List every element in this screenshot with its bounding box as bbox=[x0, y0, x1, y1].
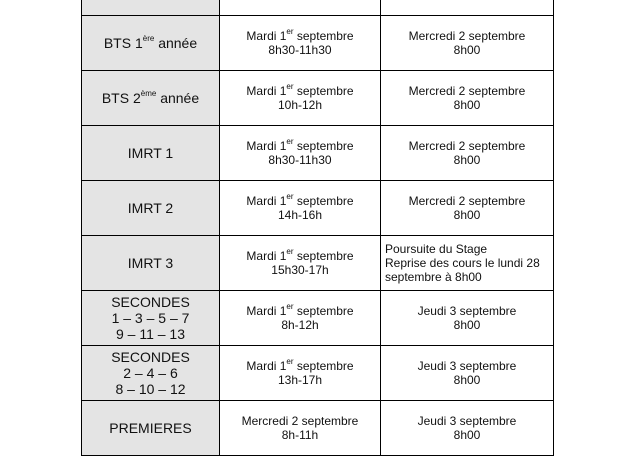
table-row-bts1 bbox=[82, 16, 554, 71]
group-label: IMRT 2 bbox=[127, 200, 174, 216]
day-label-suffix: septembre bbox=[293, 359, 354, 373]
day-label: Mercredi 2 septembre bbox=[408, 139, 526, 153]
time-label: 8h00 bbox=[453, 43, 481, 57]
class-numbers: 9 – 11 – 13 bbox=[115, 326, 186, 342]
day-label: Mercredi 2 septembre bbox=[408, 84, 526, 98]
group-cell bbox=[82, 126, 220, 181]
first-day-cell bbox=[220, 126, 381, 181]
stage-note-line: septembre à 8h00 bbox=[385, 270, 482, 284]
group-cell bbox=[82, 236, 220, 291]
time-label: 8h00 bbox=[453, 98, 481, 112]
stage-note-line: Reprise des cours le lundi 28 bbox=[385, 256, 540, 270]
resumption-cell bbox=[381, 16, 554, 71]
day-label-suffix: septembre bbox=[293, 84, 354, 98]
class-numbers: 8 – 10 – 12 bbox=[115, 381, 186, 397]
day-label: Mardi 1 bbox=[246, 84, 287, 98]
day-label-sup: er bbox=[286, 137, 294, 146]
group-cell bbox=[82, 401, 220, 456]
day-label-sup: er bbox=[286, 247, 294, 256]
first-day-cell bbox=[220, 0, 381, 16]
time-label: 8h-12h bbox=[281, 318, 319, 332]
time-label: 15h30-17h bbox=[271, 263, 329, 277]
table-row-partial-top bbox=[82, 0, 554, 16]
day-label: Mercredi 2 septembre bbox=[241, 414, 359, 428]
day-label-suffix: septembre bbox=[293, 29, 354, 43]
day-label: Mardi 1 bbox=[246, 194, 287, 208]
table-row-secondes-a bbox=[82, 291, 554, 346]
day-label: Jeudi 3 septembre bbox=[417, 304, 517, 318]
resumption-cell bbox=[381, 71, 554, 126]
day-label: Mardi 1 bbox=[246, 359, 287, 373]
class-numbers: 1 – 3 – 5 – 7 bbox=[111, 310, 190, 326]
table-row-imrt1 bbox=[82, 126, 554, 181]
group-label: SECONDES bbox=[111, 349, 190, 365]
day-label-suffix: septembre bbox=[293, 194, 354, 208]
group-label-sup: ère bbox=[142, 34, 155, 44]
day-label-suffix: septembre bbox=[293, 139, 354, 153]
group-label-sup: ème bbox=[140, 89, 157, 99]
group-cell bbox=[82, 16, 220, 71]
first-day-cell bbox=[220, 71, 381, 126]
group-label: PREMIERES bbox=[109, 420, 192, 436]
group-label: IMRT 3 bbox=[127, 255, 174, 271]
day-label-sup: er bbox=[286, 82, 294, 91]
day-label-sup: er bbox=[286, 192, 294, 201]
group-cell bbox=[82, 291, 220, 346]
day-label-suffix: septembre bbox=[293, 304, 354, 318]
first-day-cell bbox=[220, 291, 381, 346]
rentree-schedule-table bbox=[81, 0, 554, 456]
group-label-suffix: année bbox=[154, 35, 198, 51]
resumption-cell bbox=[381, 126, 554, 181]
first-day-cell bbox=[220, 181, 381, 236]
time-label: 8h30-11h30 bbox=[268, 153, 332, 167]
group-cell bbox=[82, 71, 220, 126]
time-label: 8h00 bbox=[453, 373, 481, 387]
time-label: 13h-17h bbox=[277, 373, 323, 387]
day-label: Mardi 1 bbox=[246, 29, 287, 43]
first-day-cell bbox=[220, 236, 381, 291]
day-label: Mardi 1 bbox=[246, 249, 287, 263]
time-label: 14h-16h bbox=[277, 208, 323, 222]
group-cell bbox=[82, 346, 220, 401]
resumption-cell bbox=[381, 401, 554, 456]
day-label-sup: er bbox=[286, 302, 294, 311]
group-label: SECONDES bbox=[111, 294, 190, 310]
first-day-cell bbox=[220, 346, 381, 401]
first-day-cell bbox=[220, 401, 381, 456]
day-label-suffix: septembre bbox=[293, 249, 354, 263]
class-numbers: 2 – 4 – 6 bbox=[123, 365, 178, 381]
resumption-cell bbox=[381, 291, 554, 346]
day-label: Jeudi 3 septembre bbox=[417, 359, 517, 373]
group-label-suffix: année bbox=[156, 90, 200, 106]
day-label: Jeudi 3 septembre bbox=[417, 414, 517, 428]
time-label: 8h00 bbox=[453, 428, 481, 442]
resumption-cell bbox=[381, 346, 554, 401]
resumption-cell bbox=[381, 0, 554, 16]
table-row-imrt3 bbox=[82, 236, 554, 291]
time-label: 8h00 bbox=[453, 153, 481, 167]
time-label: 8h30-11h30 bbox=[268, 43, 332, 57]
group-label: IMRT 1 bbox=[127, 145, 174, 161]
group-cell bbox=[82, 181, 220, 236]
day-label: Mardi 1 bbox=[246, 304, 287, 318]
time-label: 10h-12h bbox=[277, 98, 323, 112]
group-cell bbox=[82, 0, 220, 16]
time-label: 8h00 bbox=[453, 318, 481, 332]
day-label-sup: er bbox=[286, 357, 294, 366]
table-row-premieres bbox=[82, 401, 554, 456]
table-row-imrt2 bbox=[82, 181, 554, 236]
stage-note-line: Poursuite du Stage bbox=[385, 242, 488, 256]
first-day-cell bbox=[220, 16, 381, 71]
time-label: 8h00 bbox=[453, 208, 481, 222]
day-label: Mardi 1 bbox=[246, 139, 287, 153]
resumption-cell bbox=[381, 181, 554, 236]
group-label: BTS 2 bbox=[101, 90, 141, 106]
table-row-secondes-b bbox=[82, 346, 554, 401]
table-row-bts2 bbox=[82, 71, 554, 126]
resumption-cell bbox=[381, 236, 554, 291]
group-label: BTS 1 bbox=[103, 35, 143, 51]
time-label: 8h-11h bbox=[281, 428, 319, 442]
day-label: Mercredi 2 septembre bbox=[408, 29, 526, 43]
day-label: Mercredi 2 septembre bbox=[408, 194, 526, 208]
day-label-sup: er bbox=[286, 27, 294, 36]
